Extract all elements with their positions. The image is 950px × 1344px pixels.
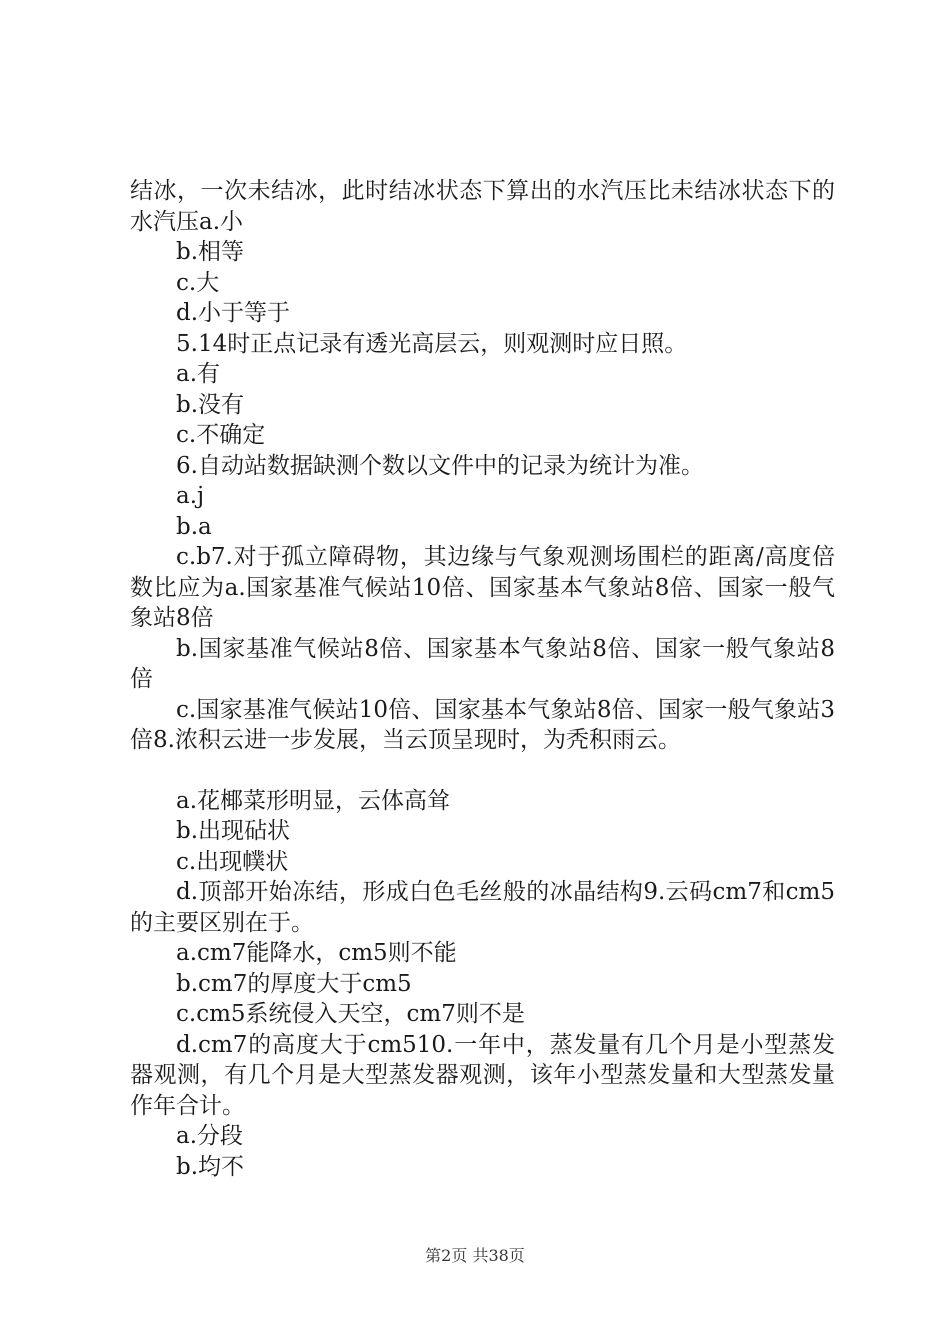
option-b-q8: b.出现砧状	[176, 818, 291, 844]
option-a-q10: a.分段	[176, 1123, 244, 1149]
option-a-q5: a.有	[176, 361, 221, 387]
option-b-q4: b.相等	[176, 239, 245, 265]
option-a-q8: a.花椰菜形明显，云体高耸	[176, 787, 451, 814]
page-number-label: 第2页 共38页	[425, 1246, 525, 1265]
option-b-q7: b.国家基准气候站8倍、国家基本气象站8倍、国家一般气象站8倍	[130, 635, 835, 692]
option-a-q9: a.cm7能降水，cm5则不能	[176, 940, 457, 966]
option-b-q6: b.a	[176, 513, 212, 540]
document-body	[130, 176, 835, 1182]
option-c-q9: c.cm5系统侵入天空，cm7则不是	[176, 1001, 525, 1027]
option-c-q5: c.不确定	[176, 422, 266, 448]
option-a-q6: a.j	[176, 483, 205, 509]
page-footer	[0, 1243, 950, 1266]
question-5: 5.14时正点记录有透光高层云，则观测时应日照。	[176, 330, 688, 357]
option-b-q5: b.没有	[176, 391, 245, 418]
paragraph-continuation: 结冰，一次未结冰，此时结冰状态下算出的水汽压比未结冰状态下的水汽压a.小	[130, 178, 835, 235]
option-c-q7-question-8: c.国家基准气候站10倍、国家基本气象站8倍、国家一般气象站3倍8.浓积云进一步发展，当云顶呈现时，为秃积雨云。	[130, 696, 835, 753]
option-c-q4: c.大	[176, 269, 220, 296]
option-c-q8: c.出现幞状	[176, 848, 289, 875]
option-b-q9: b.cm7的厚度大于cm5	[176, 970, 412, 997]
question-6: 6.自动站数据缺测个数以文件中的记录为统计为准。	[176, 452, 704, 479]
option-d-q4: d.小于等于	[176, 300, 291, 326]
option-b-q10: b.均不	[176, 1153, 245, 1180]
option-d-q9-question-10: d.cm7的高度大于cm510.一年中，蒸发量有几个月是小型蒸发器观测，有几个月是大型蒸发器观测，该年小型蒸发量和大型蒸发量作年合计。	[130, 1031, 835, 1119]
option-c-q6-question-7: c.b7.对于孤立障碍物，其边缘与气象观测场围栏的距离/高度倍数比应为a.国家基准气候站10倍、国家基本气象站8倍、国家一般气象站8倍	[130, 544, 835, 631]
option-d-q8-question-9: d.顶部开始冻结，形成白色毛丝般的冰晶结构9.云码cm7和cm5的主要区别在于。	[130, 879, 835, 936]
